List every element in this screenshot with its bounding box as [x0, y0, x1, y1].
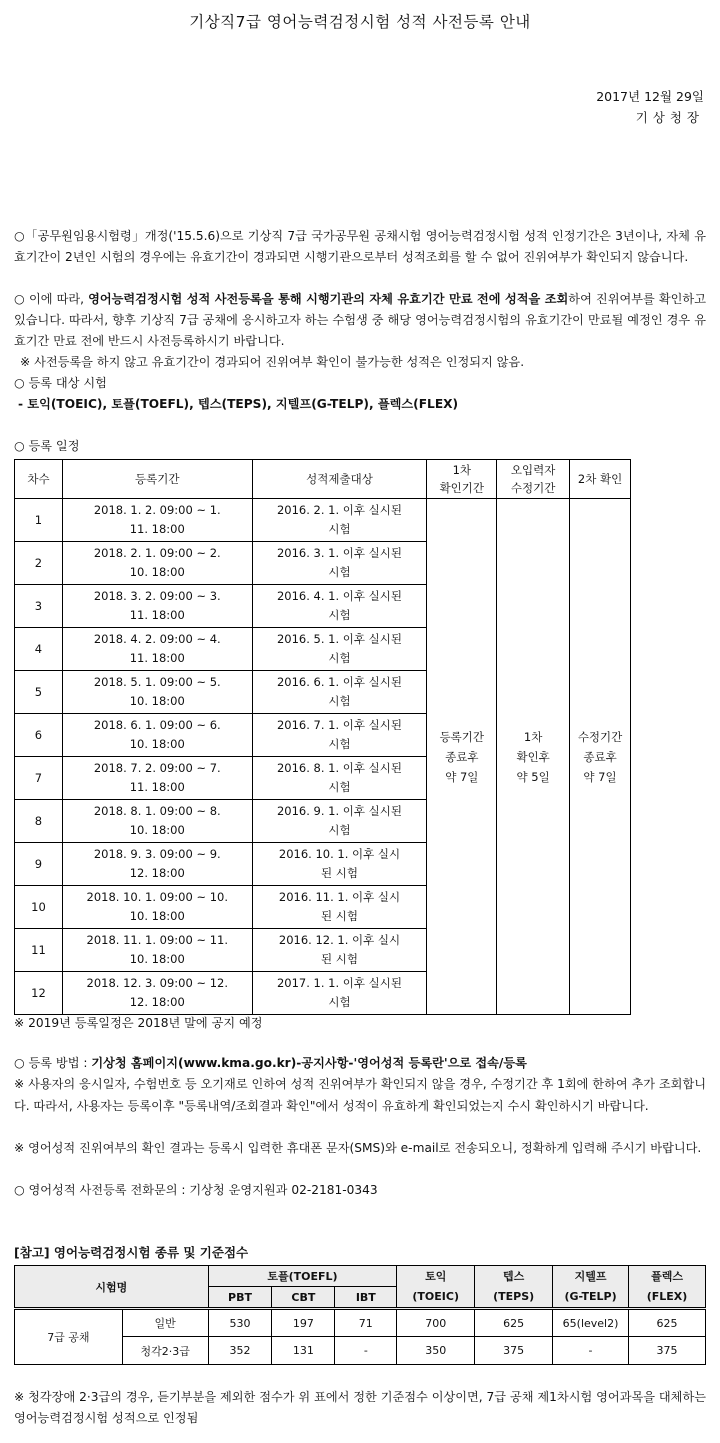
ref-h-flex: 플렉스 (FLEX) — [629, 1266, 706, 1309]
col-second-check: 2차 확인 — [570, 460, 631, 499]
target-heading: ○ 등록 대상 시험 — [14, 376, 107, 390]
ref-h-ibt: IBT — [335, 1287, 397, 1309]
schedule-header-row — [15, 460, 631, 499]
para-rule-change: ○「공무원임용시험령」개정('15.5.6)으로 기상직 7급 국가공무원 공채시험 영어능력검정시험 성적 인정기간은 3년이나, 자체 유효기간이 2년인 시험의 경우에는 유효기간이 경과되면 시행기관으로부터 성적조회를 할 수 없어 진위여부가 확인되지 않습니다. — [14, 229, 706, 264]
ref-cell: 71 — [335, 1309, 397, 1337]
period-cell: 2018. 8. 1. 09:00 ~ 8. 10. 18:00 — [62, 800, 252, 843]
period-cell: 2018. 6. 1. 09:00 ~ 6. 10. 18:00 — [62, 714, 252, 757]
round-cell: 10 — [15, 886, 63, 929]
ref-table — [14, 1265, 706, 1365]
para-preregistration — [14, 289, 706, 352]
target-cell: 2016. 10. 1. 이후 실시된 시험 — [252, 843, 427, 886]
target-cell: 2016. 8. 1. 이후 실시된 시험 — [252, 757, 427, 800]
round-cell: 7 — [15, 757, 63, 800]
schedule-row — [15, 499, 631, 542]
ref-cell: 352 — [208, 1337, 272, 1365]
ref-cell: 530 — [208, 1309, 272, 1337]
method-label: ○ 등록 방법 : — [14, 1056, 92, 1070]
fix-period-cell: 1차 확인후 약 5일 — [497, 499, 570, 1015]
ref-cell: - — [553, 1337, 629, 1365]
col-round: 차수 — [15, 460, 63, 499]
ref-h-exam: 시험명 — [15, 1266, 209, 1309]
ref-cell: 131 — [272, 1337, 335, 1365]
page-title: 기상직7급 영어능력검정시험 성적 사전등록 안내 — [189, 13, 531, 31]
ref-cell: 375 — [475, 1337, 553, 1365]
round-cell: 3 — [15, 585, 63, 628]
round-cell: 2 — [15, 542, 63, 585]
method-path: 기상청 홈페이지(www.kma.go.kr)-공지사항-'영어성적 등록란'으로 접속/등록 — [91, 1056, 527, 1070]
issuing-org: 기상청장 — [635, 110, 704, 125]
period-cell: 2018. 5. 1. 09:00 ~ 5. 10. 18:00 — [62, 671, 252, 714]
target-cell: 2016. 2. 1. 이후 실시된 시험 — [252, 499, 427, 542]
period-cell: 2018. 2. 1. 09:00 ~ 2. 10. 18:00 — [62, 542, 252, 585]
note-user-error: ※ 사용자의 응시일자, 수험번호 등 오기재로 인하여 성적 진위여부가 확인되지 않을 경우, 수정기간 후 1회에 한하여 추가 조회합니다. 따라서, 사용자는 등록이후 "등록내역/조회결과 확인"에서 성적이 유효하게 확인되었는지 수시 확인하시기 바랍니다. — [14, 1077, 707, 1113]
ref-cell: 일반 — [122, 1309, 208, 1337]
round-cell: 1 — [15, 499, 63, 542]
ref-h-pbt: PBT — [208, 1287, 272, 1309]
contact-line: ○ 영어성적 사전등록 전화문의 : 기상청 운영지원과 02-2181-0343 — [14, 1183, 378, 1197]
ref-category: 7급 공채 — [15, 1309, 123, 1365]
period-cell: 2018. 1. 2. 09:00 ~ 1. 11. 18:00 — [62, 499, 252, 542]
ref-cell: 65(level2) — [553, 1309, 629, 1337]
footnote-hearing: ※ 청각장애 2·3급의 경우, 듣기부분을 제외한 점수가 위 표에서 정한 기준점수 이상이면, 7급 공채 제1차시험 영어과목을 대체하는 영어능력검정시험 성적으로 인정됨 — [14, 1390, 706, 1425]
ref-cell: 700 — [397, 1309, 475, 1337]
target-cell: 2016. 12. 1. 이후 실시된 시험 — [252, 929, 427, 972]
ref-cell: 625 — [475, 1309, 553, 1337]
note-sms: ※ 영어성적 진위여부의 확인 결과는 등록시 입력한 휴대폰 문자(SMS)와 e-mail로 전송되오니, 정확하게 입력해 주시기 바랍니다. — [14, 1141, 702, 1155]
col-period: 등록기간 — [62, 460, 252, 499]
round-cell: 8 — [15, 800, 63, 843]
target-cell: 2016. 6. 1. 이후 실시된 시험 — [252, 671, 427, 714]
para-rest: 하여 진위여부를 확인하고 있습니다. 따라서, 향후 기상직 7급 공채에 응시하고자 하는 수험생 중 해당 영어능력검정시험의 유효기간이 만료될 예정인 경우 유효기간 만료 전에 반드시 사전등록하시기 바랍니다. — [14, 292, 706, 348]
target-cell: 2016. 7. 1. 이후 실시된 시험 — [252, 714, 427, 757]
first-check-cell: 등록기간 종료후 약 7일 — [427, 499, 497, 1015]
target-cell: 2017. 1. 1. 이후 실시된 시험 — [252, 972, 427, 1015]
round-cell: 4 — [15, 628, 63, 671]
note-2019: ※ 2019년 등록일정은 2018년 말에 공지 예정 — [14, 1016, 263, 1030]
para-emphasis: 영어능력검정시험 성적 사전등록을 통해 시행기관의 자체 유효기간 만료 전에 성적을 조회 — [88, 292, 569, 306]
col-fix-period: 오입력자 수정기간 — [497, 460, 570, 499]
period-cell: 2018. 3. 2. 09:00 ~ 3. 11. 18:00 — [62, 585, 252, 628]
method-line — [14, 1053, 706, 1074]
round-cell: 9 — [15, 843, 63, 886]
ref-row-general — [15, 1309, 706, 1337]
para-prefix: ○ 이에 따라, — [14, 292, 89, 306]
round-cell: 12 — [15, 972, 63, 1015]
ref-cell: 197 — [272, 1309, 335, 1337]
ref-cell: 청각2·3급 — [122, 1337, 208, 1365]
target-cell: 2016. 5. 1. 이후 실시된 시험 — [252, 628, 427, 671]
target-list: - 토익(TOEIC), 토플(TOEFL), 텝스(TEPS), 지텔프(G-TELP), 플렉스(FLEX) — [18, 397, 459, 411]
ref-h-cbt: CBT — [272, 1287, 335, 1309]
ref-cell: 625 — [629, 1309, 706, 1337]
round-cell: 5 — [15, 671, 63, 714]
period-cell: 2018. 7. 2. 09:00 ~ 7. 11. 18:00 — [62, 757, 252, 800]
ref-h-gtelp: 지텔프 (G-TELP) — [553, 1266, 629, 1309]
ref-h-teps: 텝스 (TEPS) — [475, 1266, 553, 1309]
period-cell: 2018. 4. 2. 09:00 ~ 4. 11. 18:00 — [62, 628, 252, 671]
ref-cell: 375 — [629, 1337, 706, 1365]
schedule-heading: ○ 등록 일정 — [14, 439, 80, 453]
ref-cell: - — [335, 1337, 397, 1365]
period-cell: 2018. 9. 3. 09:00 ~ 9. 12. 18:00 — [62, 843, 252, 886]
target-cell: 2016. 3. 1. 이후 실시된 시험 — [252, 542, 427, 585]
round-cell: 6 — [15, 714, 63, 757]
ref-h-toeic: 토익 (TOEIC) — [397, 1266, 475, 1309]
period-cell: 2018. 11. 1. 09:00 ~ 11. 10. 18:00 — [62, 929, 252, 972]
schedule-table — [14, 459, 631, 1015]
col-first-check: 1차 확인기간 — [427, 460, 497, 499]
period-cell: 2018. 12. 3. 09:00 ~ 12. 12. 18:00 — [62, 972, 252, 1015]
round-cell: 11 — [15, 929, 63, 972]
target-cell: 2016. 4. 1. 이후 실시된 시험 — [252, 585, 427, 628]
col-target: 성적제출대상 — [252, 460, 427, 499]
second-check-cell: 수정기간 종료후 약 7일 — [570, 499, 631, 1015]
period-cell: 2018. 10. 1. 09:00 ~ 10. 10. 18:00 — [62, 886, 252, 929]
ref-cell: 350 — [397, 1337, 475, 1365]
target-cell: 2016. 11. 1. 이후 실시된 시험 — [252, 886, 427, 929]
note-unregistered: ※ 사전등록을 하지 않고 유효기간이 경과되어 진위여부 확인이 불가능한 성적은 인정되지 않음. — [20, 355, 525, 369]
target-cell: 2016. 9. 1. 이후 실시된 시험 — [252, 800, 427, 843]
ref-h-toefl: 토플(TOEFL) — [208, 1266, 397, 1287]
notice-date: 2017년 12월 29일 — [596, 89, 704, 104]
ref-title: [참고] 영어능력검정시험 종류 및 기준점수 — [14, 1245, 249, 1260]
